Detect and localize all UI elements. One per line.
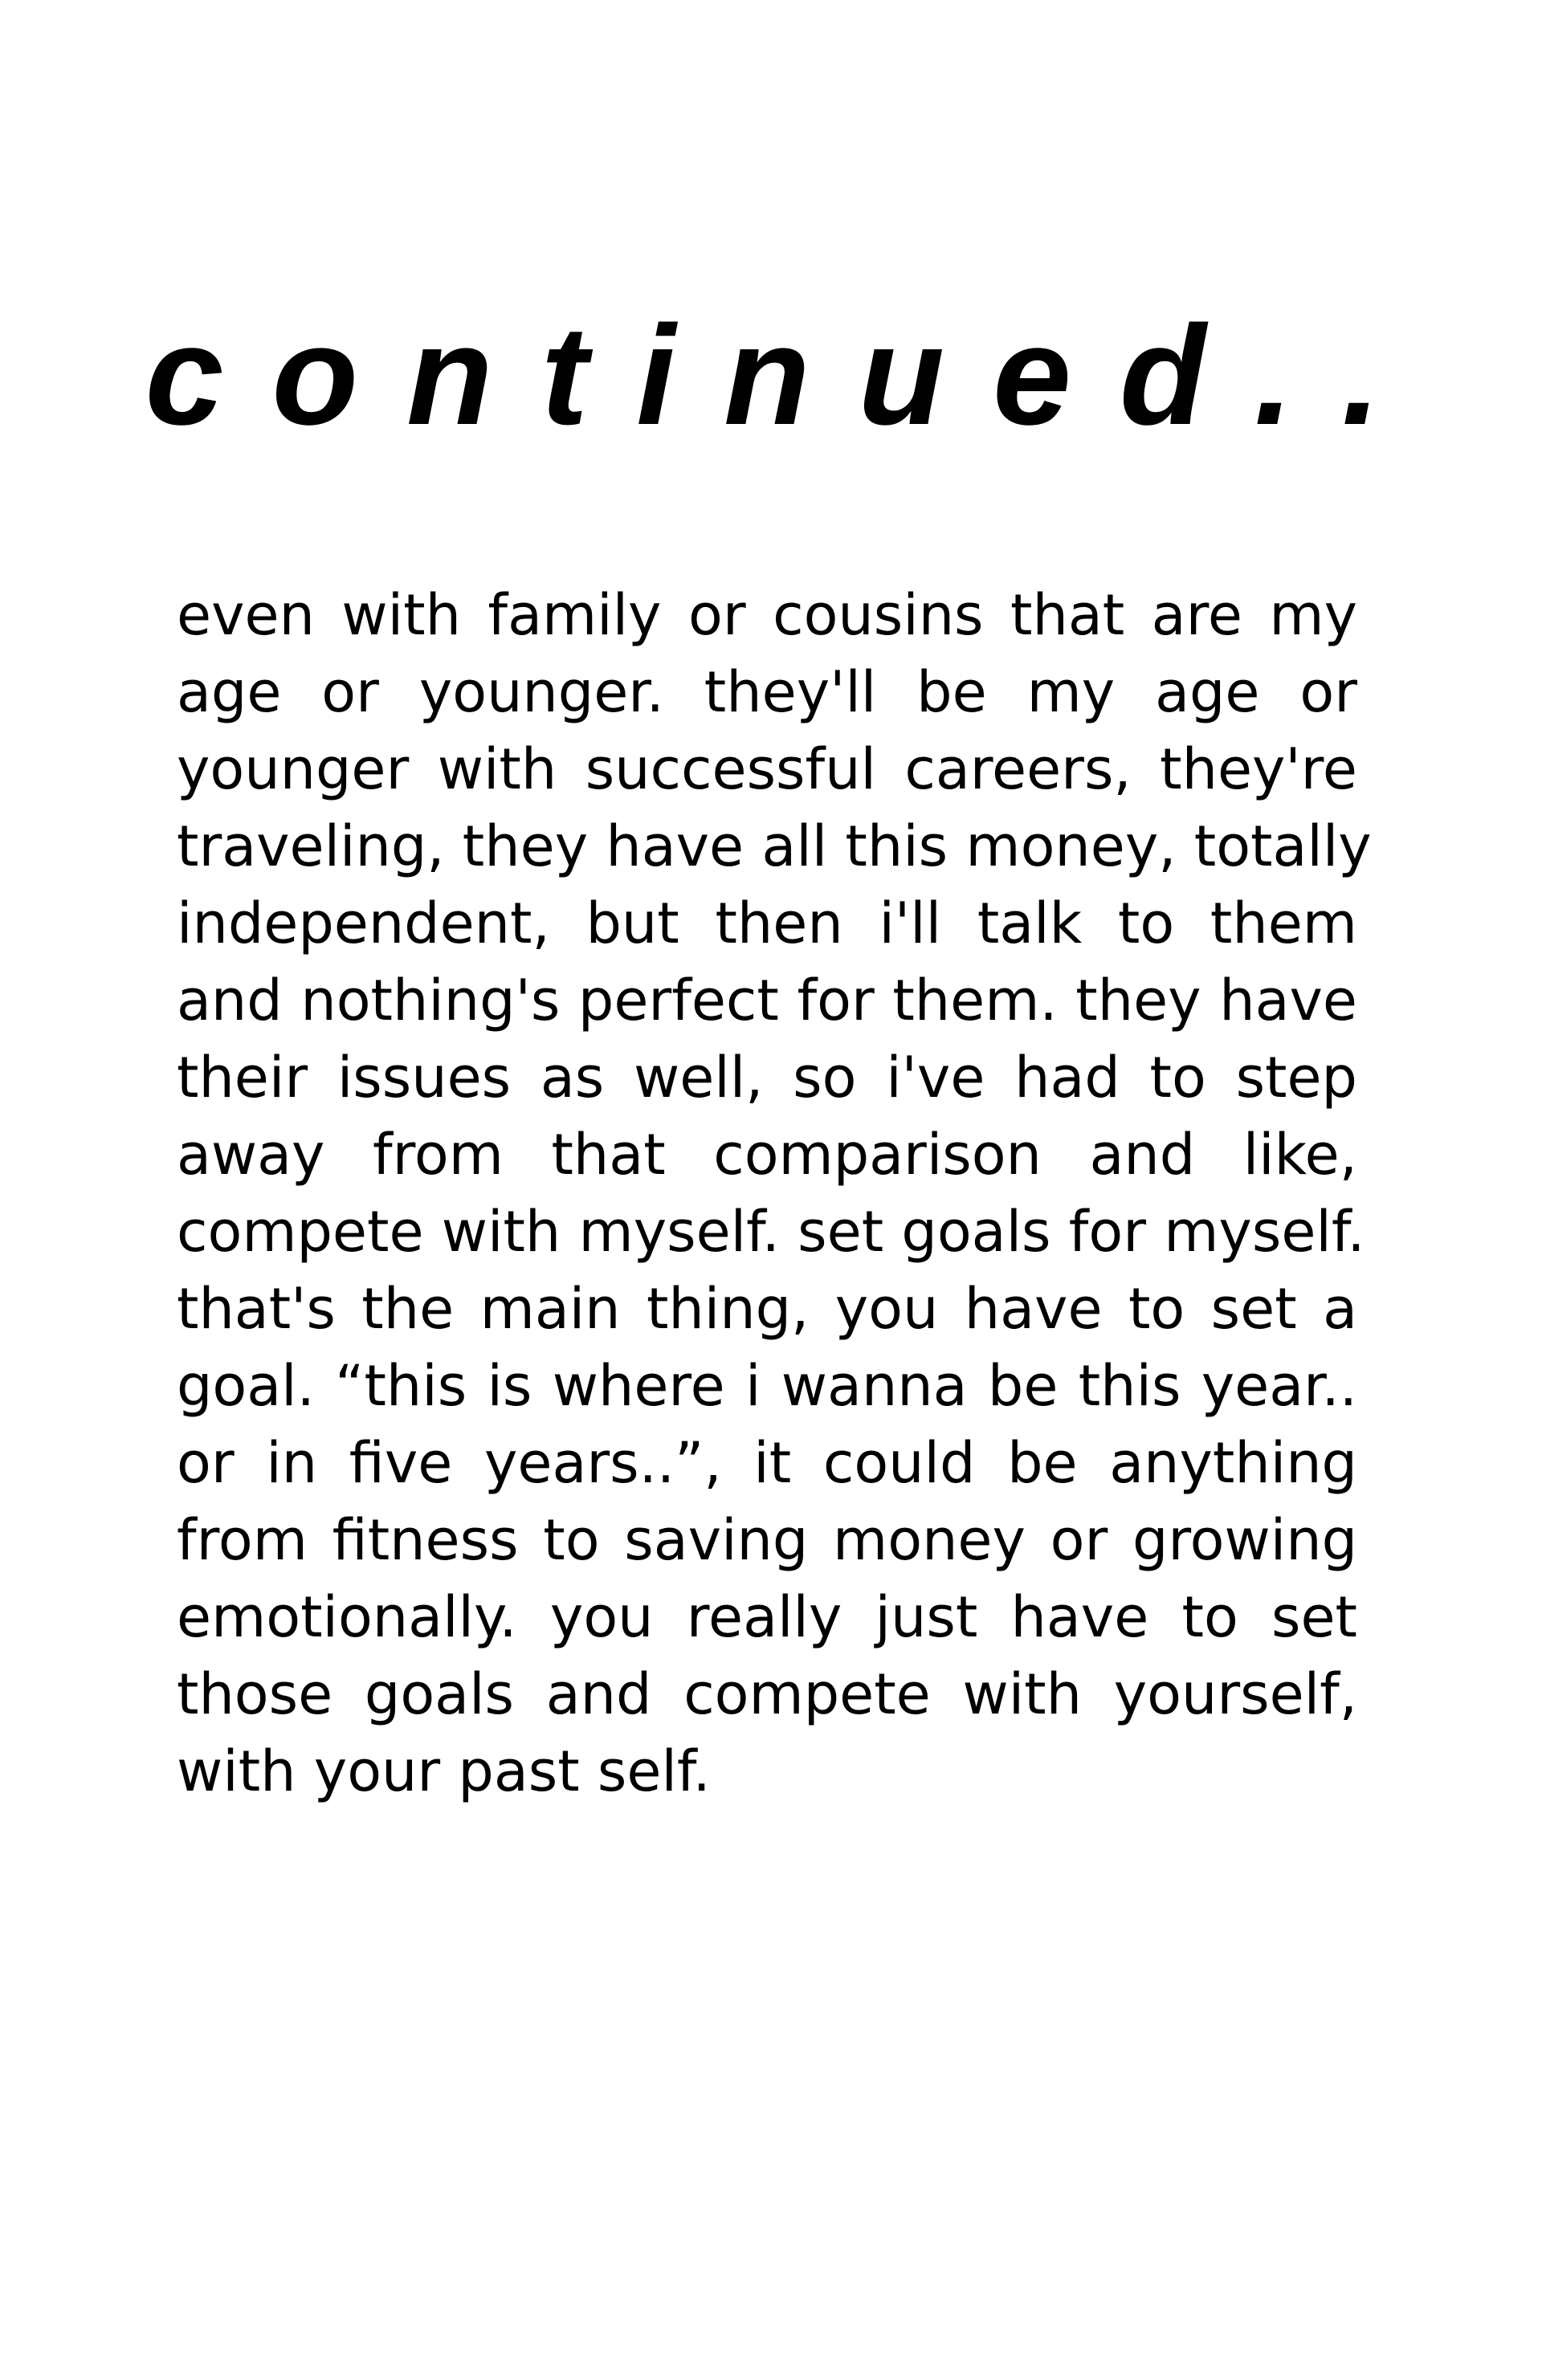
text-line: even with family or cousins that are my <box>177 582 1357 648</box>
text-line: younger with successful careers, they're <box>177 736 1357 802</box>
text-line: those goals and compete with yourself, <box>177 1661 1357 1727</box>
text-line: emotionally. you really just have to set <box>177 1584 1357 1650</box>
text-line: compete with myself. set goals for myself. <box>177 1199 1365 1265</box>
text-line: or in five years..”, it could be anything <box>177 1430 1357 1496</box>
body-paragraph <box>177 577 1372 1810</box>
text-line: independent, but then i'll talk to them <box>177 890 1357 956</box>
text-line: that's the main thing, you have to set a <box>177 1276 1357 1342</box>
page-title: continued.. <box>145 297 1430 454</box>
text-line: from fitness to saving money or growing <box>177 1507 1357 1573</box>
text-line: their issues as well, so i've had to step <box>177 1045 1357 1111</box>
text-line: away from that comparison and like, <box>177 1122 1357 1188</box>
text-line: with your past self. <box>177 1738 711 1804</box>
text-line: traveling, they have all this money, totally <box>177 813 1372 879</box>
text-line: age or younger. they'll be my age or <box>177 659 1357 725</box>
text-line: and nothing's perfect for them. they have <box>177 968 1357 1033</box>
text-line: goal. “this is where i wanna be this year.. <box>177 1353 1357 1419</box>
